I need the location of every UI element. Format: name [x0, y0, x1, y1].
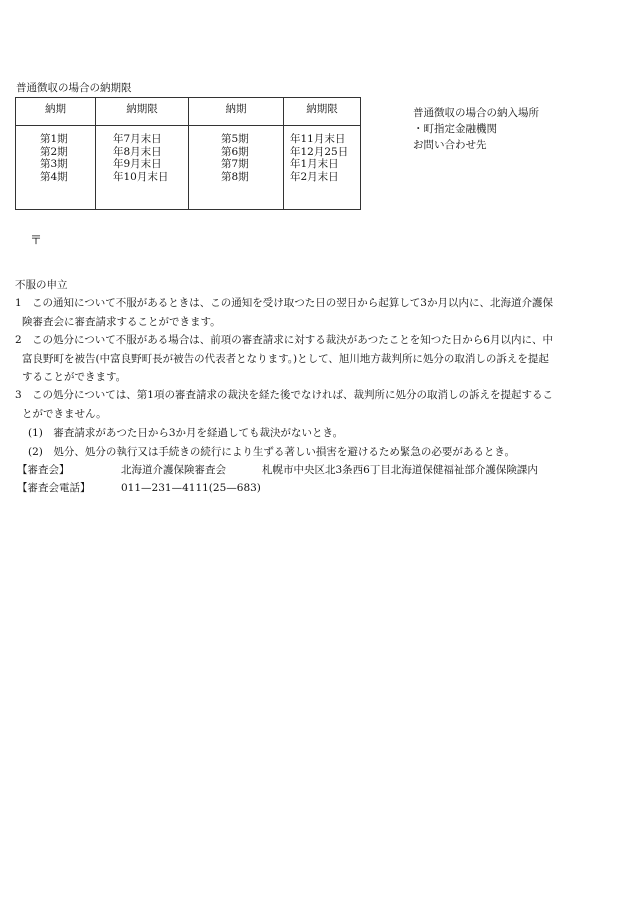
- left-deadlines-column: [113, 133, 168, 183]
- payment-place-item: ・町指定金融機関: [413, 123, 497, 135]
- item-text-continued: 険審査会に審査請求することができます。: [22, 315, 221, 328]
- appeal-item-2: [15, 331, 619, 387]
- period-cell: 第8期: [221, 170, 249, 183]
- header-period-left: 納期: [45, 103, 66, 115]
- item-text-continued: とができません。: [22, 407, 107, 420]
- item-text: この処分については、第1項の審査請求の裁決を経た後でなければ、裁判所に処分の取消しの訴えを提起するこ: [32, 389, 553, 401]
- deadline-cell: 年11月末日: [290, 133, 346, 145]
- period-cell: 第5期: [221, 133, 249, 145]
- deadline-cell: 年2月末日: [290, 170, 339, 183]
- deadline-cell: 年8月末日: [113, 145, 162, 158]
- appeal-item-3: [15, 386, 619, 423]
- header-deadline-left: 納期限: [126, 103, 158, 115]
- payment-place-block: [413, 105, 539, 153]
- item-number: 3: [15, 389, 22, 401]
- left-periods-column: [40, 133, 68, 183]
- period-cell: 第2期: [40, 145, 68, 158]
- item-text: この通知について不服があるときは、この通知を受け取つた日の翌日から起算して3か月以内に、北海道介護保: [32, 297, 553, 309]
- postal-mark: 〒: [30, 233, 43, 247]
- appeal-item-1: [15, 294, 619, 331]
- period-cell: 第3期: [40, 158, 68, 171]
- period-cell: 第1期: [40, 133, 68, 145]
- committee-name: 北海道介護保険審査会: [121, 464, 226, 476]
- period-cell: 第4期: [40, 170, 68, 183]
- appeal-subitem-1: (1) 審査請求があつた日から3か月を経過しても裁決がないとき。: [28, 427, 344, 439]
- committee-phone-value: 011—231—4111(25—683): [121, 482, 261, 494]
- committee-address: 札幌市中央区北3条西6丁目北海道保健福祉部介護保険課内: [262, 464, 538, 476]
- deadline-cell: 年1月末日: [290, 158, 339, 171]
- contact-label: お問い合わせ先: [413, 139, 487, 151]
- table-header-divider: [16, 125, 360, 126]
- committee-label: 【審査会】: [17, 464, 70, 476]
- right-periods-column: [221, 133, 249, 183]
- item-number: 1: [15, 297, 22, 309]
- period-cell: 第7期: [221, 158, 249, 171]
- deadline-cell: 年9月末日: [113, 158, 162, 171]
- item-text-continued: することができます。: [22, 371, 127, 383]
- payment-place-title: 普通徴収の場合の納入場所: [413, 107, 539, 119]
- deadline-cell: 年12月25日: [290, 145, 349, 158]
- appeal-subitem-2: (2) 処分、処分の執行又は手続きの続行により生ずる著しい損害を避けるため緊急の必要があるとき。: [28, 446, 515, 458]
- deadline-cell: 年10月末日: [113, 170, 169, 183]
- header-period-right: 納期: [225, 103, 247, 115]
- item-text: この処分について不服がある場合は、前項の審査請求に対する裁決があつたことを知つた日から6月以内に、中: [32, 334, 553, 346]
- header-deadline-right: 納期限: [306, 103, 338, 115]
- item-text-continued: 富良野町を被告(中富良野町長が被告の代表者となります。)として、旭川地方裁判所に処分の取消しの訴えを提起: [22, 352, 549, 365]
- period-cell: 第6期: [221, 145, 249, 158]
- committee-phone-label: 【審査会電話】: [17, 482, 91, 494]
- deadline-cell: 年7月末日: [113, 133, 162, 145]
- deadline-table: [15, 97, 361, 210]
- item-number: 2: [15, 334, 22, 346]
- deadline-section-title: 普通徴収の場合の納期限: [16, 82, 132, 94]
- appeal-section-title: 不服の申立: [15, 279, 68, 291]
- right-deadlines-column: [290, 133, 348, 183]
